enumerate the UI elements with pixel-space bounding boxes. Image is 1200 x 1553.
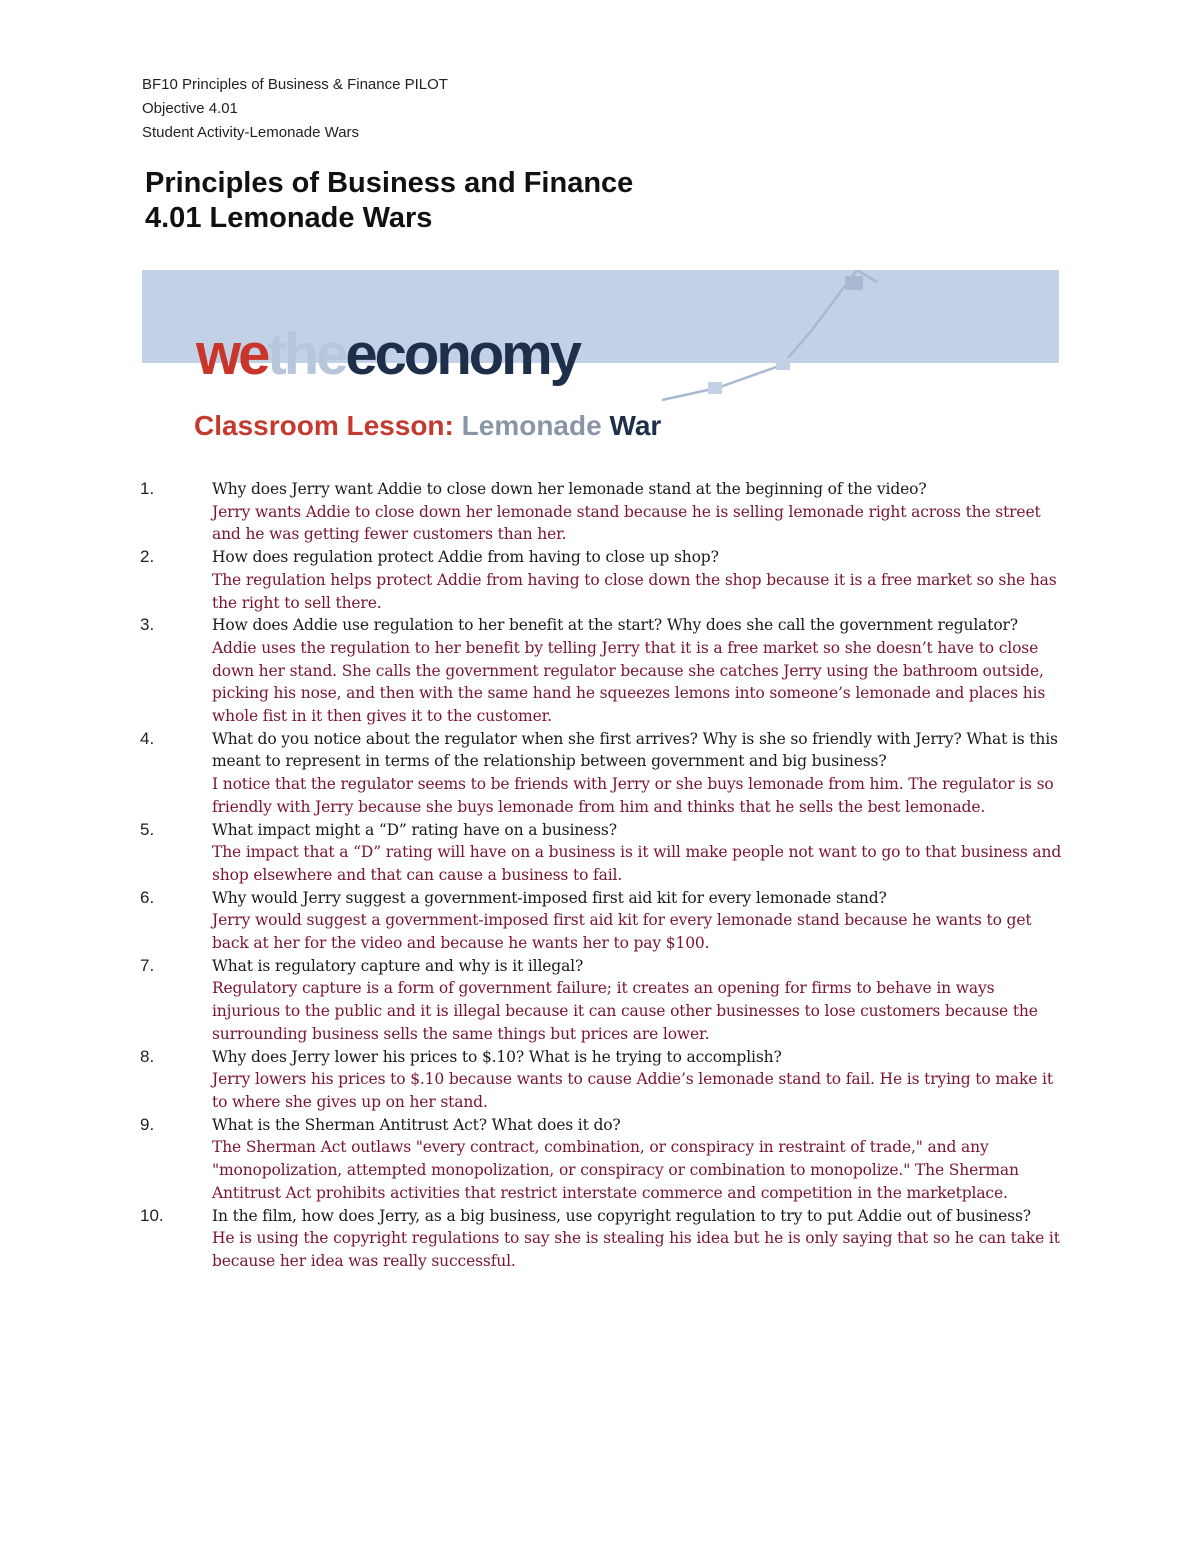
wetheeconomy-banner	[142, 270, 1059, 452]
question-number: 3.	[140, 615, 155, 635]
answer-text: Jerry lowers his prices to $.10 because wants to cause Addie’s lemonade stand to fail. He is trying to make it to where she gives up on her stand.	[212, 1070, 1053, 1111]
answer-text: Addie uses the regulation to her benefit by telling Jerry that it is a free market so she doesn’t have to close down her stand. She calls the government regulator because she catches Jerry using the bathroom outside, picking his nose, and then with the same hand he squeezes lemons into someone’s lemonade and places his whole fist in it then gives it to the customer.	[212, 638, 1046, 726]
question-number: 10.	[140, 1205, 164, 1225]
lesson-prefix: Classroom Lesson	[194, 410, 445, 441]
question-list	[140, 478, 1065, 1273]
question-item	[140, 955, 1065, 1046]
question-text: What is the Sherman Antitrust Act? What does it do?	[212, 1115, 621, 1134]
question-text: In the film, how does Jerry, as a big business, use copyright regulation to try to put Addie out of business?	[212, 1206, 1031, 1225]
header-activity-line: Student Activity-Lemonade Wars	[142, 124, 360, 141]
page-title	[145, 166, 633, 236]
lesson-heading	[194, 410, 661, 442]
question-number: 1.	[140, 479, 155, 498]
question-item	[140, 546, 1065, 614]
header-course-line: BF10 Principles of Business & Finance PILOT	[142, 76, 448, 93]
question-number: 4.	[140, 728, 155, 748]
document-header	[142, 73, 448, 145]
lesson-word-lemonade: Lemonade	[461, 410, 602, 441]
question-text: Why would Jerry suggest a government-imposed first aid kit for every lemonade stand?	[212, 888, 887, 907]
title-line-1: Principles of Business and Finance	[145, 167, 634, 199]
wetheeconomy-logo	[196, 320, 579, 390]
answer-text: The impact that a “D” rating will have on a business is it will make people not want to go to that business and shop elsewhere and that can cause a business to fail.	[212, 843, 1062, 884]
header-objective-line: Objective 4.01	[142, 100, 238, 117]
lesson-colon: :	[444, 410, 462, 441]
question-number: 2.	[140, 547, 155, 567]
logo-economy: economy	[345, 322, 580, 387]
title-line-2: 4.01 Lemonade Wars	[145, 202, 433, 234]
question-item	[140, 614, 1065, 728]
question-number: 8.	[140, 1046, 155, 1066]
question-text: How does regulation protect Addie from having to close up shop?	[212, 548, 719, 567]
question-text: What do you notice about the regulator when she first arrives? Why is she so friendly with Jerry? What is this meant to represent in terms of the relationship between government and big business?	[212, 729, 1058, 771]
answer-text: The Sherman Act outlaws "every contract, combination, or conspiracy in restraint of trade," and any "monopolization, attempted monopolization, or conspiracy or combination to monopolize." The Sherman Antitrust Act prohibits activities that restrict interstate commerce and competition in the marketplace.	[212, 1138, 1019, 1202]
question-number: 6.	[140, 887, 155, 907]
question-item	[140, 819, 1065, 887]
question-item	[140, 478, 1065, 546]
question-text: What impact might a “D” rating have on a business?	[212, 820, 617, 839]
answer-text: Jerry wants Addie to close down her lemonade stand because he is selling lemonade right across the street and he was getting fewer customers than her.	[212, 502, 1041, 544]
question-text: How does Addie use regulation to her benefit at the start? Why does she call the government regulator?	[212, 616, 1018, 635]
question-item	[140, 1114, 1065, 1205]
question-number: 9.	[140, 1114, 155, 1134]
question-item	[140, 887, 1065, 955]
answer-text: Regulatory capture is a form of government failure; it creates an opening for firms to behave in ways injurious to the public and it is illegal because it can cause other businesses to lose customers because the surrounding business sells the same things but prices are lower.	[212, 979, 1038, 1043]
question-item	[140, 728, 1065, 819]
question-text: Why does Jerry want Addie to close down her lemonade stand at the beginning of the video?	[212, 480, 927, 498]
logo-the: the	[267, 322, 346, 387]
answer-text: Jerry would suggest a government-imposed first aid kit for every lemonade stand because he wants to get back at her for the video and because he wants her to pay $100.	[212, 911, 1032, 953]
question-item	[140, 1046, 1065, 1114]
question-item	[140, 1205, 1065, 1273]
question-number: 5.	[140, 819, 155, 839]
logo-we: we	[196, 322, 268, 387]
question-number: 7.	[140, 955, 155, 975]
answer-text: The regulation helps protect Addie from having to close down the shop because it is a free market so she has the right to sell there.	[212, 570, 1057, 612]
answer-text: He is using the copyright regulations to say she is stealing his idea but he is only saying that so he can take it because her idea was really successful.	[212, 1229, 1060, 1270]
question-text: Why does Jerry lower his prices to $.10? What is he trying to accomplish?	[212, 1047, 782, 1066]
question-text: What is regulatory capture and why is it illegal?	[212, 956, 584, 975]
lesson-word-war: War	[601, 410, 662, 441]
answer-text: I notice that the regulator seems to be friends with Jerry or she buys lemonade from him. The regulator is so friendly with Jerry because she buys lemonade from him and thinks that he sells the best lemonade.	[212, 775, 1054, 816]
